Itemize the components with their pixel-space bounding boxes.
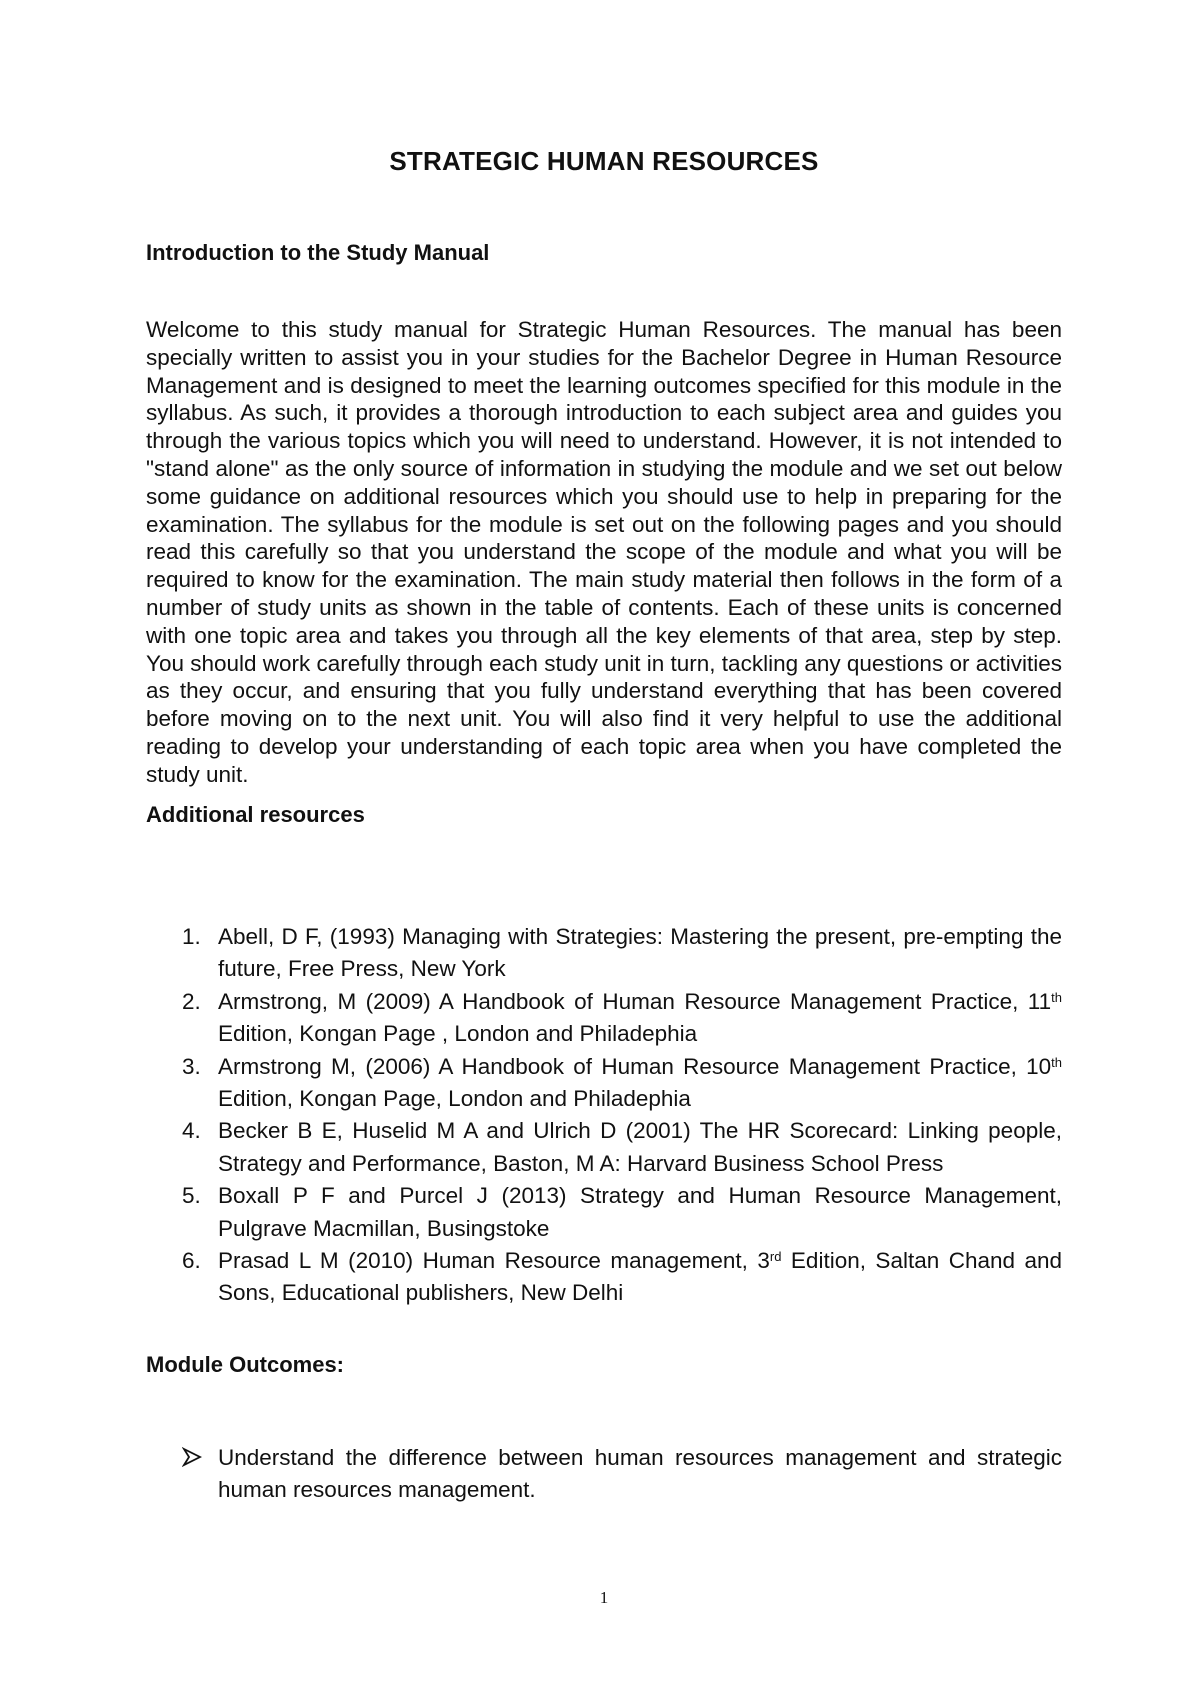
resource-item (146, 1180, 1062, 1245)
outcome-item (146, 1442, 1062, 1507)
resource-number: 5. (182, 1183, 201, 1209)
resource-number: 6. (182, 1248, 201, 1274)
outcomes-heading: Module Outcomes: (146, 1352, 345, 1377)
resource-text: Abell, D F, (1993) Managing with Strategies: Mastering the present, pre-empting the future, Free Press, New York (218, 924, 1062, 982)
resource-number: 1. (182, 924, 201, 949)
resource-item (146, 1051, 1062, 1116)
resource-item (146, 1115, 1062, 1180)
page-number: 1 (599, 1588, 609, 1607)
resource-text-cont: Edition, Saltan Chand and Sons, Educational publishers, New Delhi (218, 1248, 1062, 1306)
intro-heading: Introduction to the Study Manual (146, 240, 490, 265)
resource-item (146, 1245, 1062, 1310)
resource-ordinal: th (1051, 1054, 1062, 1070)
resource-item (146, 986, 1062, 1051)
resource-text: Prasad L M (2010) Human Resource management, 3 (218, 1248, 770, 1274)
page-title: STRATEGIC HUMAN RESOURCES (389, 146, 819, 176)
resource-text: Becker B E, Huselid M A and Ulrich D (2001) The HR Scorecard: Linking people, Strategy and Performance, Baston, M A: Harvard Business School Press (218, 1118, 1062, 1176)
resource-item (146, 921, 1062, 986)
outcomes-list (146, 1442, 1062, 1507)
resource-text: Armstrong, M (2009) A Handbook of Human Resource Management Practice, 11 (218, 988, 1052, 1014)
resources-list (146, 921, 1062, 1310)
resource-text-cont: Edition, Kongan Page , London and Philadephia (218, 1021, 698, 1047)
resource-ordinal: th (1051, 989, 1062, 1005)
resource-number: 4. (182, 1118, 201, 1144)
resource-text: Armstrong M, (2006) A Handbook of Human Resource Management Practice, 10 (218, 1053, 1052, 1079)
resource-text-cont: Edition, Kongan Page, London and Philadephia (218, 1086, 691, 1112)
outcome-text: Understand the difference between human resources management and strategic human resources management. (218, 1445, 1062, 1503)
arrowhead-bullet-icon (182, 1447, 202, 1467)
resource-text: Boxall P F and Purcel J (2013) Strategy and Human Resource Management, Pulgrave Macmillan, Busingstoke (218, 1183, 1062, 1241)
resources-heading: Additional resources (146, 802, 365, 827)
resource-ordinal: rd (769, 1249, 782, 1265)
resource-number: 3. (182, 1053, 201, 1079)
intro-paragraph: Welcome to this study manual for Strategic Human Resources. The manual has been specially written to assist you in your studies for the Bachelor Degree in Human Resource Management and is designed to meet the learning outcomes specified for this module in the syllabus. As such, it provides a thorough introduction to each subject area and guides you through the various topics which you will need to understand. However, it is not intended to "stand alone" as the only source of information in studying the module and we set out below some guidance on additional resources which you should use to help in preparing for the examination. The syllabus for the module is set out on the following pages and you should read this carefully so that you understand the scope of the module and what you will be required to know for the examination. The main study material then follows in the form of a number of study units as shown in the table of contents. Each of these units is concerned with one topic area and takes you through all the key elements of that area, step by step. You should work carefully through each study unit in turn, tackling any questions or activities as they occur, and ensuring that you fully understand everything that has been covered before moving on to the next unit. You will also find it very helpful to use the additional reading to develop your understanding of each topic area when you have completed the study unit. (146, 317, 1062, 787)
resource-number: 2. (182, 988, 201, 1014)
document-page (146, 0, 1062, 1698)
